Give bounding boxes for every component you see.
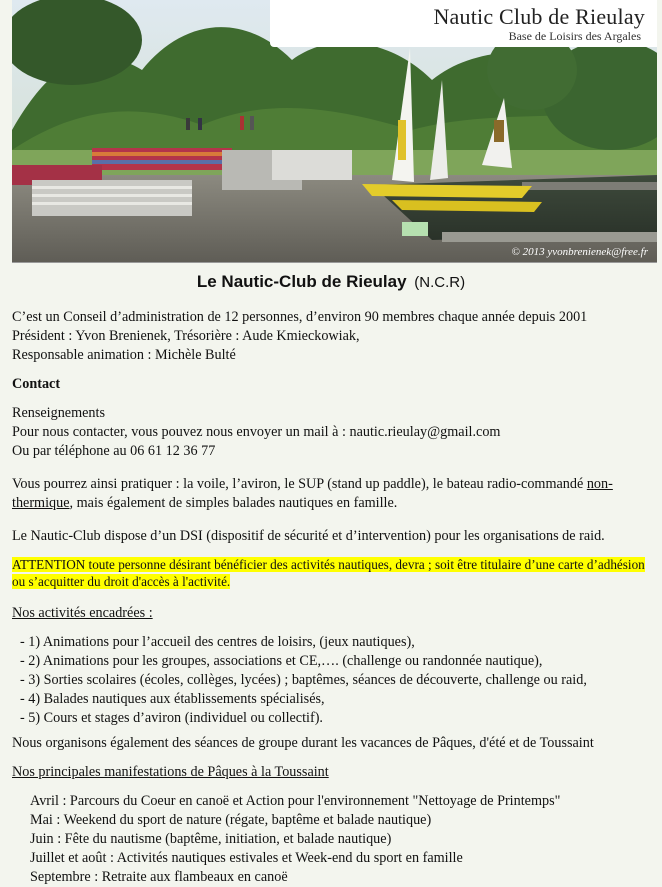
page-title [0, 272, 662, 292]
list-item: - 3) Sorties scolaires (écoles, collèges, lycées) ; baptêmes, séances de découverte, challenge ou raid, [20, 672, 587, 688]
manifestations-heading: Nos principales manifestations de Pâques à la Toussaint [12, 764, 329, 780]
club-name: Nautic Club de Rieulay [433, 4, 645, 29]
intro-line: Responsable animation : Michèle Bulté [12, 347, 236, 363]
list-item: Juillet et août : Activités nautiques estivales et Week-end du sport en famille [30, 850, 463, 866]
intro-line: C’est un Conseil d’administration de 12 personnes, d’environ 90 membres chaque année depuis 2001 [12, 309, 588, 325]
club-title-banner [270, 0, 657, 47]
list-item: Septembre : Retraite aux flambeaux en canoë [30, 869, 288, 885]
list-item: - 5) Cours et stages d’aviron (individuel ou collectif). [20, 710, 323, 726]
attention-text: ATTENTION toute personne désirant bénéficier des activités nautiques, devra ; soit être titulaire d’une carte d’adhésion ou s’acquitter du droit d'accès à l'activité. [12, 557, 645, 589]
contact-line: Pour nous contacter, vous pouvez nous envoyer un mail à : nautic.rieulay@gmail.com [12, 424, 501, 440]
encadrees-heading: Nos activités encadrées : [12, 605, 153, 621]
activities-text-before: Vous pourrez ainsi pratiquer : la voile, l’aviron, le SUP (stand up paddle), le bateau radio-commandé [12, 476, 587, 492]
list-item: Avril : Parcours du Coeur en canoë et Action pour l'environnement "Nettoyage de Printemps" [30, 793, 561, 809]
list-item: Juin : Fête du nautisme (baptême, initiation, et balade nautique) [30, 831, 392, 847]
contact-line: Renseignements [12, 405, 105, 421]
page-title-abbr: (N.C.R) [414, 274, 466, 291]
photo-credit: © 2013 yvonbrenienek@free.fr [511, 246, 648, 258]
contact-heading: Contact [12, 376, 61, 392]
encadrees-list [12, 633, 654, 728]
activities-text-after: , mais également de simples balades nautiques en famille. [69, 495, 398, 511]
attention-notice [12, 556, 654, 590]
main-content [12, 308, 654, 887]
contact-line: Ou par téléphone au 06 61 12 36 77 [12, 443, 216, 459]
page-title-name: Le Nautic-Club de Rieulay [196, 272, 407, 291]
dsi-paragraph: Le Nautic-Club dispose d’un DSI (dispositif de sécurité et d’intervention) pour les organisations de raid. [12, 528, 605, 544]
club-subtitle: Base de Loisirs des Argales [508, 29, 641, 43]
list-item: - 4) Balades nautiques aux établissements spécialisés, [20, 691, 325, 707]
manifestations-list [12, 792, 654, 887]
intro-line: Président : Yvon Brenienek, Trésorière : Aude Kmieckowiak, [12, 328, 360, 344]
activities-paragraph [12, 475, 654, 513]
non-thermique-link[interactable]: non-thermique [12, 476, 613, 511]
vacances-paragraph: Nous organisons également des séances de groupe durant les vacances de Pâques, d'été et de Toussaint [12, 735, 594, 751]
list-item: Mai : Weekend du sport de nature (régate, baptême et balade nautique) [30, 812, 432, 828]
list-item: - 2) Animations pour les groupes, associations et CE,…. (challenge ou randonnée nautique), [20, 653, 543, 669]
list-item: - 1) Animations pour l’accueil des centres de loisirs, (jeux nautiques), [20, 634, 415, 650]
